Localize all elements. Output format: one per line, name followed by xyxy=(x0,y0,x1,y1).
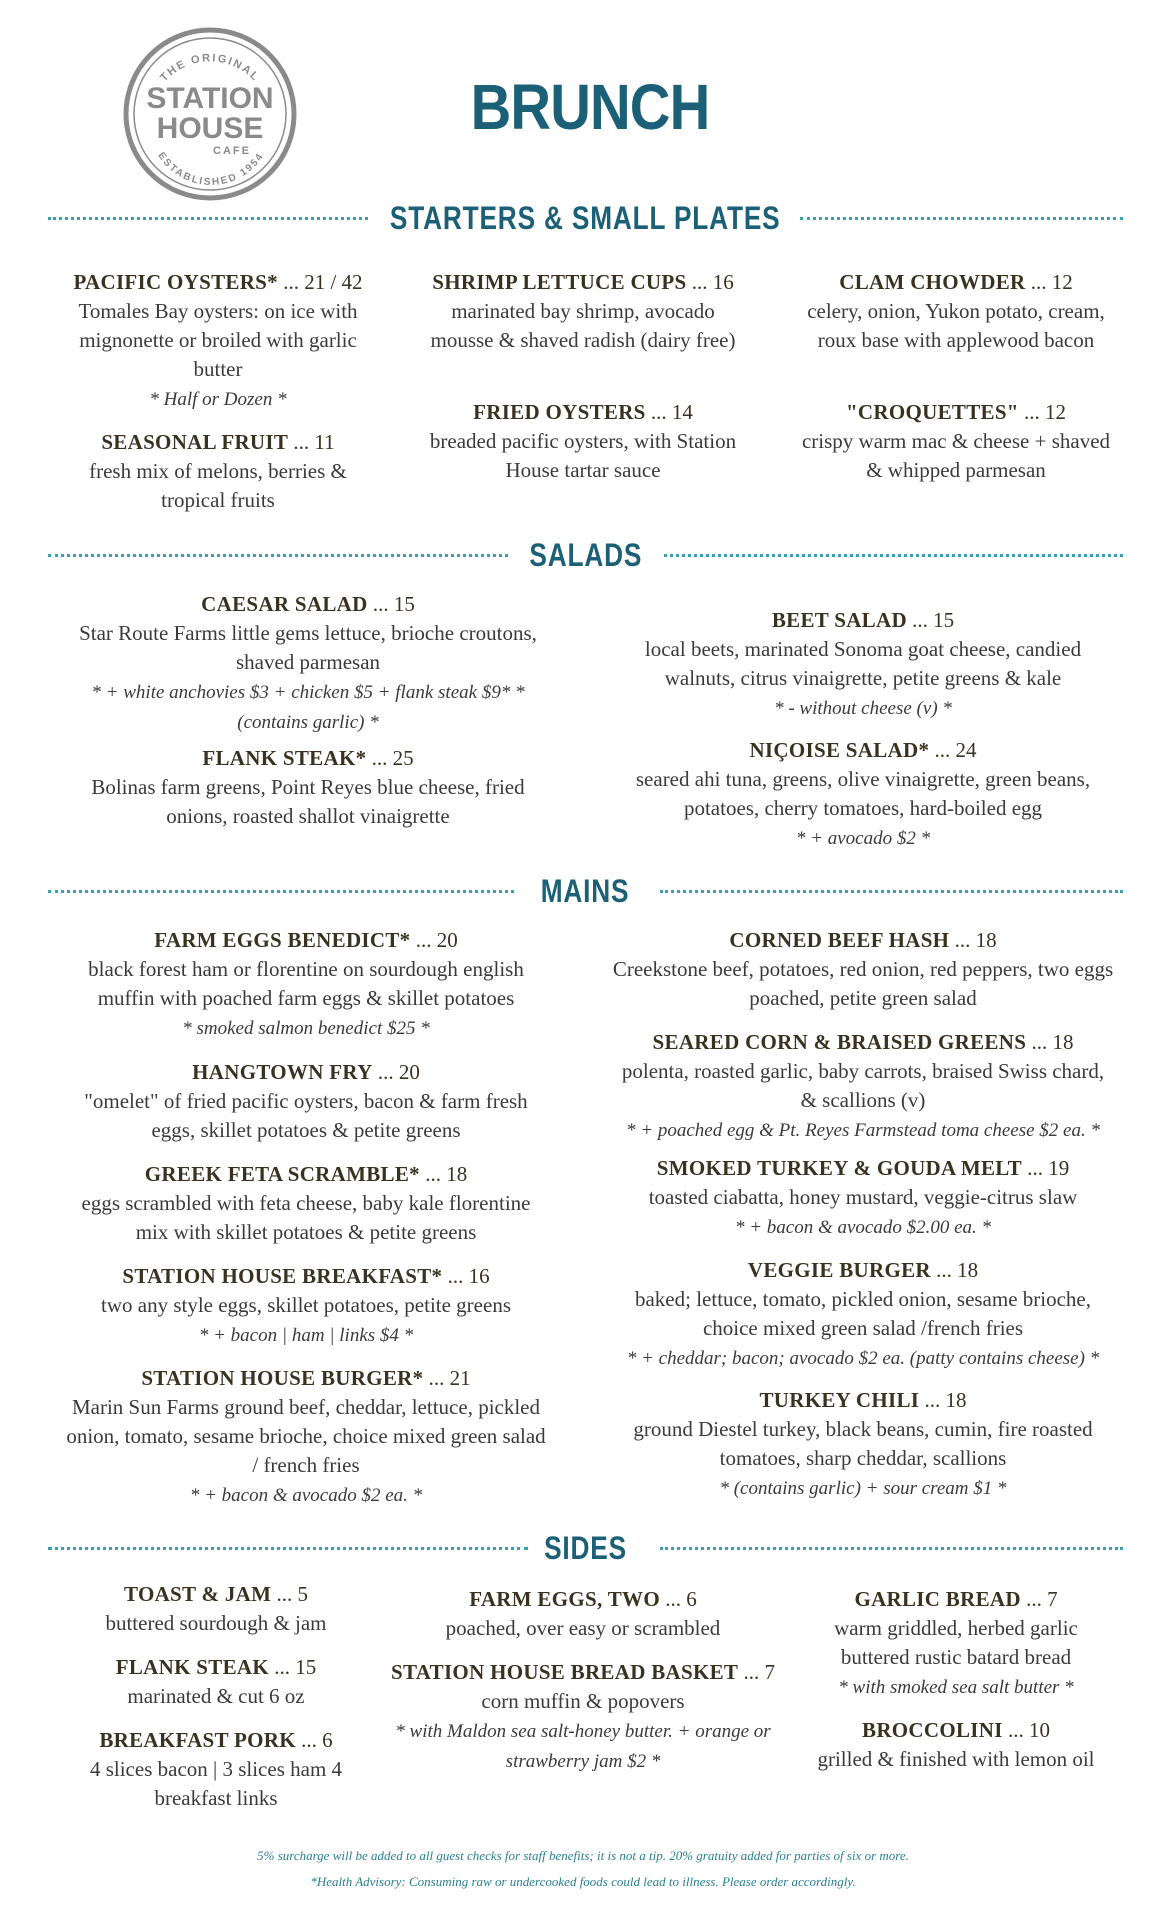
item-desc: celery, onion, Yukon potato, cream, roux base with applewood bacon xyxy=(807,299,1105,352)
station-house-logo xyxy=(122,26,298,202)
item-price: ... 11 xyxy=(293,430,335,454)
item-name: SHRIMP LETTUCE CUPS xyxy=(432,270,687,294)
item-price: ... 21 / 42 xyxy=(283,270,363,294)
menu-item-beet-salad xyxy=(628,606,1098,723)
item-name: VEGGIE BURGER xyxy=(747,1258,931,1282)
menu-item-smoked-turkey-melt xyxy=(612,1154,1114,1242)
item-note: * with Maldon sea salt-honey butter. + orange or strawberry jam $2 * xyxy=(395,1721,771,1772)
item-price: ... 10 xyxy=(1007,1718,1050,1742)
item-desc: Marin Sun Farms ground beef, cheddar, lettuce, pickled onion, tomato, sesame brioche, choice mixed green salad / french fries xyxy=(66,1395,546,1477)
menu-item-farm-eggs-two xyxy=(378,1585,788,1643)
menu-item-veggie-burger xyxy=(612,1256,1114,1373)
item-name: CAESAR SALAD xyxy=(201,592,368,616)
item-desc: corn muffin & popovers xyxy=(481,1689,685,1713)
item-desc: polenta, roasted garlic, baby carrots, braised Swiss chard, & scallions (v) xyxy=(621,1059,1105,1112)
section-sides xyxy=(48,1528,1123,1568)
item-desc: two any style eggs, skillet potatoes, petite greens xyxy=(101,1293,511,1317)
section-title: MAINS xyxy=(541,873,630,909)
item-name: BEET SALAD xyxy=(771,608,907,632)
item-note: * smoked salmon benedict $25 * xyxy=(182,1018,430,1039)
item-name: STATION HOUSE BREAD BASKET xyxy=(391,1660,739,1684)
menu-item-garlic-bread xyxy=(806,1585,1106,1702)
item-desc: toasted ciabatta, honey mustard, veggie-citrus slaw xyxy=(648,1185,1078,1209)
item-desc: 4 slices bacon | 3 slices ham 4 breakfast links xyxy=(89,1757,343,1810)
item-note: * + cheddar; bacon; avocado $2 ea. (patty contains cheese) * xyxy=(626,1348,1100,1369)
item-price: ... 15 xyxy=(274,1655,317,1679)
item-price: ... 21 xyxy=(428,1366,471,1390)
item-note: * + poached egg & Pt. Reyes Farmstead toma cheese $2 ea. * xyxy=(626,1120,1100,1141)
item-price: ... 14 xyxy=(650,400,693,424)
item-desc: "omelet" of fried pacific oysters, bacon & farm fresh eggs, skillet potatoes & petite greens xyxy=(84,1089,528,1142)
menu-item-flank-steak-side xyxy=(76,1653,356,1711)
item-price: ... 20 xyxy=(415,928,458,952)
item-note: * + white anchovies $3 + chicken $5 + flank steak $9* *(contains garlic) * xyxy=(91,682,525,733)
item-name: CLAM CHOWDER xyxy=(839,270,1026,294)
item-desc: ground Diestel turkey, black beans, cumin, fire roasted tomatoes, sharp cheddar, scallions xyxy=(633,1417,1093,1470)
item-price: ... 18 xyxy=(1031,1030,1074,1054)
item-desc: poached, over easy or scrambled xyxy=(445,1616,721,1640)
item-desc: breaded pacific oysters, with Station House tartar sauce xyxy=(429,429,737,482)
svg-text:HOUSE: HOUSE xyxy=(156,112,264,145)
svg-text:ESTABLISHED 1954: ESTABLISHED 1954 xyxy=(155,150,267,189)
item-name: FARM EGGS BENEDICT* xyxy=(154,928,411,952)
item-price: ... 7 xyxy=(1026,1587,1058,1611)
menu-item-station-house-burger xyxy=(66,1364,546,1510)
item-price: ... 24 xyxy=(934,738,977,762)
item-desc: seared ahi tuna, greens, olive vinaigrette, green beans, potatoes, cherry tomatoes, hard-boiled egg xyxy=(635,767,1091,820)
item-desc: crispy warm mac & cheese + shaved & whipped parmesan xyxy=(801,429,1111,482)
item-price: ... 12 xyxy=(1024,400,1067,424)
item-name: CORNED BEEF HASH xyxy=(729,928,950,952)
menu-item-croquettes xyxy=(796,398,1116,485)
item-name: SEASONAL FRUIT xyxy=(101,430,289,454)
item-name: HANGTOWN FRY xyxy=(192,1060,373,1084)
menu-item-hangtown-fry xyxy=(66,1058,546,1145)
item-desc: baked; lettuce, tomato, pickled onion, sesame brioche, choice mixed green salad /french fries xyxy=(634,1287,1092,1340)
menu-item-fried-oysters xyxy=(418,398,748,485)
item-desc: warm griddled, herbed garlic buttered rustic batard bread xyxy=(834,1616,1078,1669)
item-name: NIÇOISE SALAD* xyxy=(749,738,930,762)
item-name: STATION HOUSE BREAKFAST* xyxy=(122,1264,443,1288)
item-price: ... 5 xyxy=(276,1582,308,1606)
svg-text:THE ORIGINAL: THE ORIGINAL xyxy=(158,52,262,85)
item-price: ... 25 xyxy=(371,746,414,770)
menu-item-broccolini xyxy=(806,1716,1106,1774)
menu-item-seared-corn xyxy=(612,1028,1114,1145)
item-desc: marinated & cut 6 oz xyxy=(127,1684,305,1708)
svg-text:CAFE: CAFE xyxy=(213,145,251,157)
item-price: ... 6 xyxy=(665,1587,697,1611)
menu-item-flank-steak-salad xyxy=(68,744,548,831)
menu-item-toast-jam xyxy=(76,1580,356,1638)
menu-item-breakfast-pork xyxy=(76,1726,356,1813)
section-title: SALADS xyxy=(529,537,642,573)
item-price: ... 16 xyxy=(447,1264,490,1288)
item-price: ... 18 xyxy=(954,928,997,952)
menu-item-pacific-oysters xyxy=(58,268,378,414)
item-name: STATION HOUSE BURGER* xyxy=(141,1366,424,1390)
item-note: * + bacon | ham | links $4 * xyxy=(198,1325,414,1346)
footer-health-advisory: *Health Advisory: Consuming raw or undercooked foods could lead to illness. Please order accordingly. xyxy=(310,1874,856,1889)
item-price: ... 18 xyxy=(425,1162,468,1186)
item-name: SMOKED TURKEY & GOUDA MELT xyxy=(656,1156,1022,1180)
section-title: SIDES xyxy=(544,1530,627,1566)
footer-surcharge-note: 5% surcharge will be added to all guest checks for staff benefits; it is not a tip. 20% gratuity added for parties of six or more. xyxy=(257,1848,909,1863)
item-desc: fresh mix of melons, berries & tropical fruits xyxy=(89,459,347,512)
page-title: BRUNCH xyxy=(470,71,710,143)
menu-item-nicoise-salad xyxy=(628,736,1098,853)
menu-item-caesar-salad xyxy=(68,590,548,737)
item-price: ... 18 xyxy=(936,1258,979,1282)
item-price: ... 18 xyxy=(924,1388,967,1412)
item-note: * + avocado $2 * xyxy=(795,828,931,849)
item-desc: local beets, marinated Sonoma goat cheese, candied walnuts, citrus vinaigrette, petite greens & kale xyxy=(644,637,1082,690)
item-price: ... 16 xyxy=(691,270,734,294)
item-name: "CROQUETTES" xyxy=(845,400,1019,424)
item-name: GREEK FETA SCRAMBLE* xyxy=(144,1162,420,1186)
item-name: TURKEY CHILI xyxy=(759,1388,920,1412)
item-desc: Bolinas farm greens, Point Reyes blue cheese, fried onions, roasted shallot vinaigrette xyxy=(91,775,525,828)
item-desc: marinated bay shrimp, avocado mousse & shaved radish (dairy free) xyxy=(430,299,736,352)
menu-item-corned-beef-hash xyxy=(612,926,1114,1013)
item-desc: eggs scrambled with feta cheese, baby kale florentine mix with skillet potatoes & petite greens xyxy=(81,1191,531,1244)
menu-item-bread-basket xyxy=(378,1658,788,1776)
item-note: * with smoked sea salt butter * xyxy=(838,1677,1074,1698)
item-desc: Tomales Bay oysters: on ice with mignonette or broiled with garlic butter xyxy=(78,299,358,381)
item-price: ... 15 xyxy=(372,592,415,616)
item-name: SEARED CORN & BRAISED GREENS xyxy=(652,1030,1027,1054)
item-price: ... 19 xyxy=(1027,1156,1070,1180)
menu-item-station-house-breakfast xyxy=(66,1262,546,1350)
menu-item-clam-chowder xyxy=(796,268,1116,355)
section-salads xyxy=(48,535,1123,575)
item-price: ... 15 xyxy=(912,608,955,632)
item-note: * + bacon & avocado $2 ea. * xyxy=(189,1485,423,1506)
item-desc: buttered sourdough & jam xyxy=(105,1611,327,1635)
item-name: PACIFIC OYSTERS* xyxy=(73,270,278,294)
menu-item-farm-eggs-benedict xyxy=(66,926,546,1043)
item-name: TOAST & JAM xyxy=(124,1582,272,1606)
item-name: FRIED OYSTERS xyxy=(473,400,646,424)
item-note: * (contains garlic) + sour cream $1 * xyxy=(719,1478,1007,1499)
menu-item-greek-feta-scramble xyxy=(66,1160,546,1247)
item-note: * + bacon & avocado $2.00 ea. * xyxy=(734,1217,992,1238)
item-name: BROCCOLINI xyxy=(862,1718,1003,1742)
item-price: ... 12 xyxy=(1030,270,1073,294)
item-price: ... 20 xyxy=(377,1060,420,1084)
item-name: FLANK STEAK xyxy=(115,1655,269,1679)
item-desc: black forest ham or florentine on sourdough english muffin with poached farm eggs & skillet potatoes xyxy=(88,957,524,1010)
menu-item-seasonal-fruit xyxy=(58,428,378,515)
item-note: * Half or Dozen * xyxy=(149,389,287,410)
item-name: GARLIC BREAD xyxy=(854,1587,1021,1611)
section-title: STARTERS & SMALL PLATES xyxy=(390,200,781,236)
menu-item-shrimp-lettuce-cups xyxy=(418,268,748,355)
item-note: * - without cheese (v) * xyxy=(774,698,952,719)
item-desc: Creekstone beef, potatoes, red onion, red peppers, two eggs poached, petite green salad xyxy=(612,957,1114,1010)
item-desc: grilled & finished with lemon oil xyxy=(817,1747,1095,1771)
item-name: FLANK STEAK* xyxy=(202,746,367,770)
item-price: ... 6 xyxy=(301,1728,333,1752)
svg-text:STATION: STATION xyxy=(146,82,274,115)
item-name: BREAKFAST PORK xyxy=(99,1728,296,1752)
item-desc: Star Route Farms little gems lettuce, brioche croutons, shaved parmesan xyxy=(79,621,537,674)
menu-item-turkey-chili xyxy=(612,1386,1114,1503)
section-starters xyxy=(48,198,1123,238)
item-price: ... 7 xyxy=(743,1660,775,1684)
item-name: FARM EGGS, TWO xyxy=(469,1587,660,1611)
section-mains xyxy=(48,871,1123,911)
